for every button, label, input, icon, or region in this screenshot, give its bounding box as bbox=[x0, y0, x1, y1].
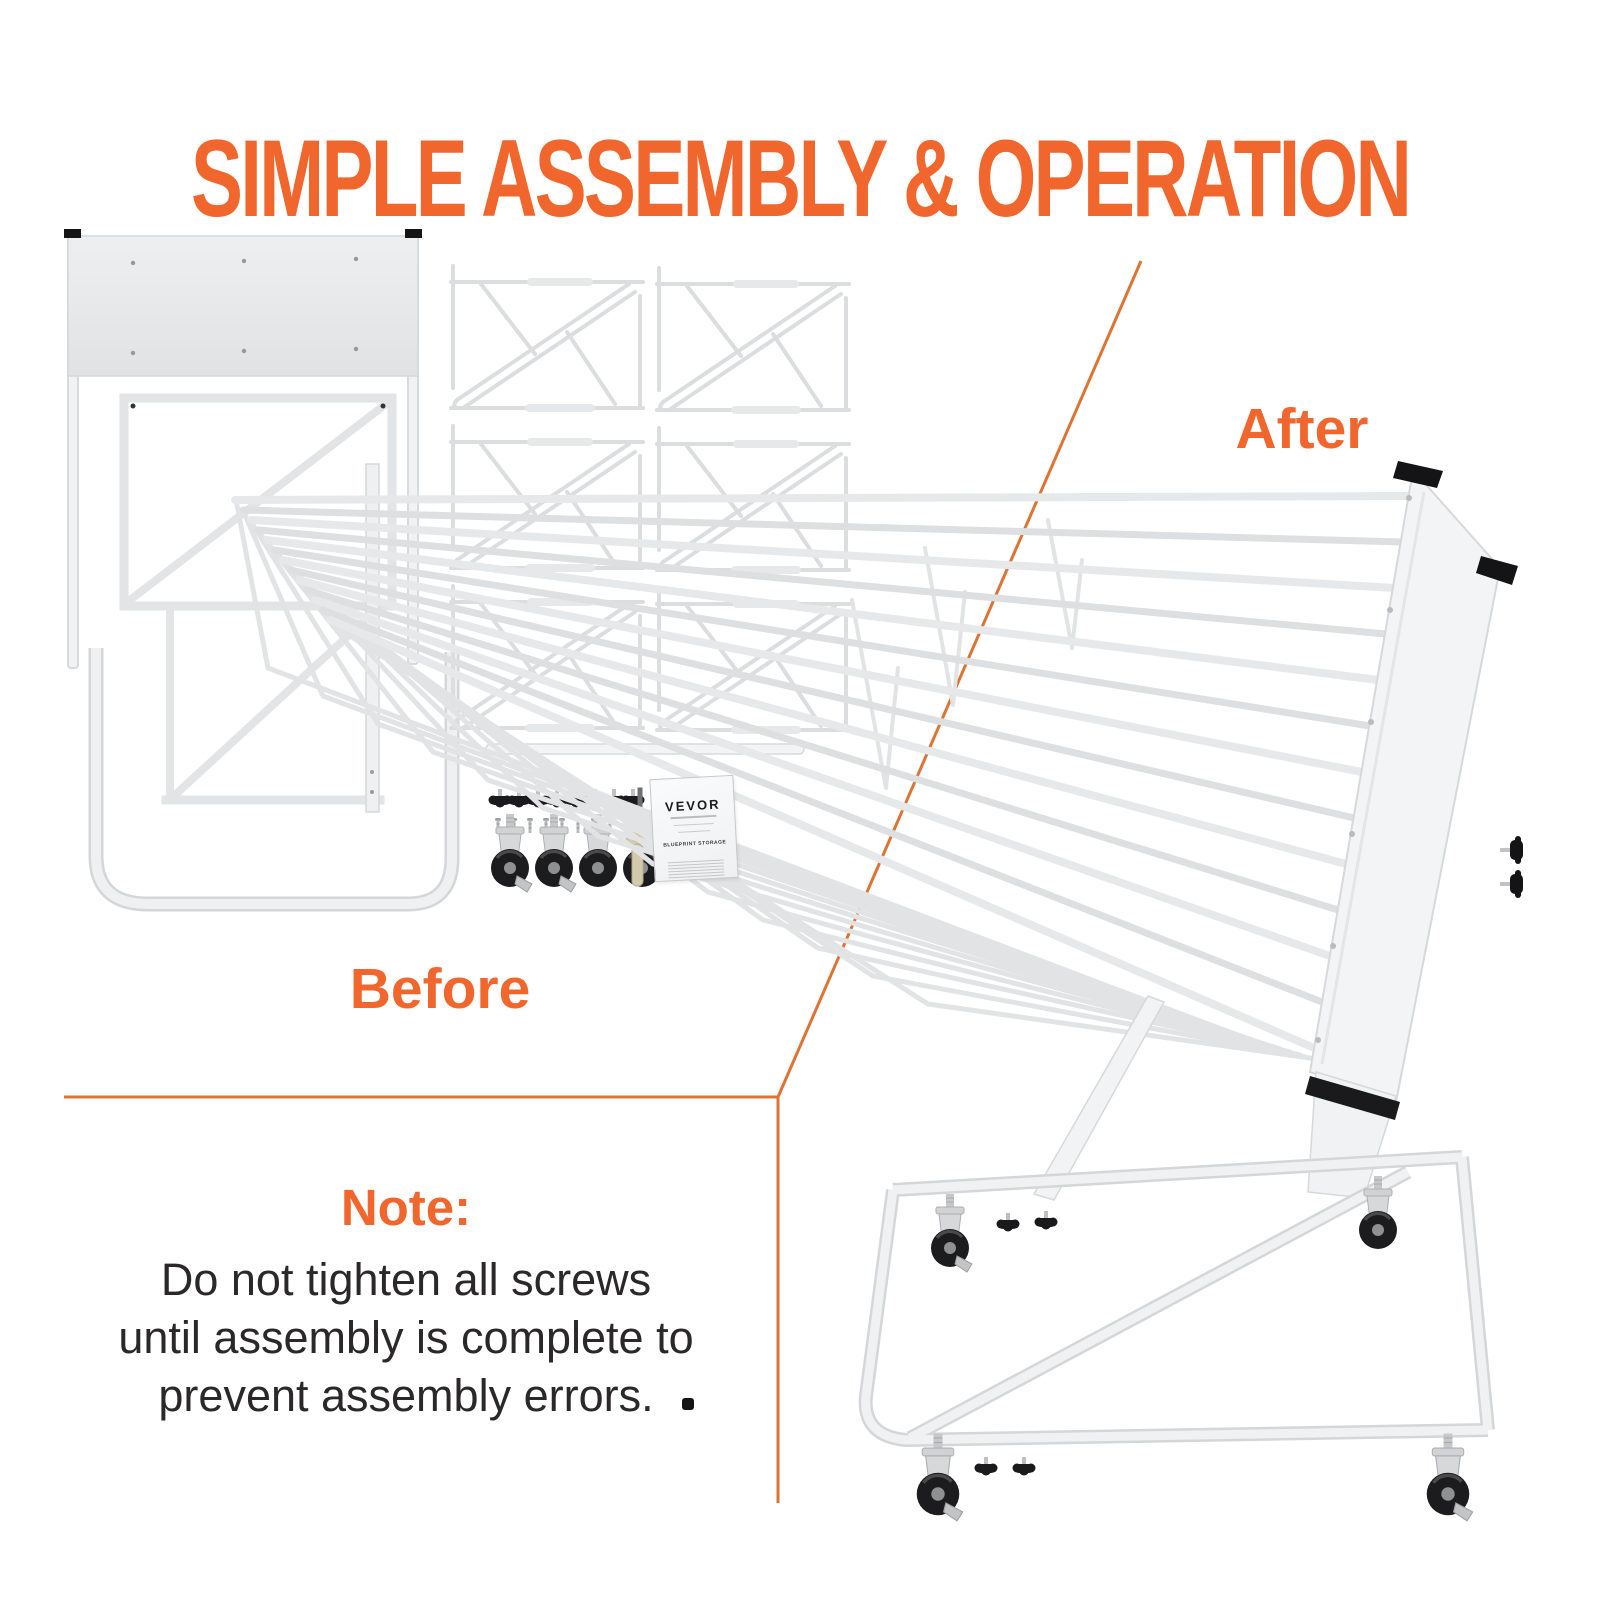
after-label: After bbox=[1235, 397, 1369, 461]
manual-brand-logo: VEVOR bbox=[664, 796, 721, 815]
wire-bracket bbox=[451, 266, 643, 412]
rolling-base bbox=[866, 1157, 1488, 1440]
base-casters bbox=[917, 1176, 1473, 1521]
note-line: Do not tighten all screws bbox=[160, 1254, 652, 1305]
note-block bbox=[70, 1178, 742, 1425]
before-label: Before bbox=[349, 957, 531, 1021]
manual-title: BLUEPRINT STORAGE bbox=[663, 839, 727, 849]
manual-paragraph bbox=[668, 857, 725, 878]
caster-wheel bbox=[1427, 1434, 1473, 1521]
note-line: until assembly is complete to bbox=[118, 1312, 694, 1363]
wire-bracket bbox=[657, 268, 849, 414]
caster-wheel bbox=[931, 1194, 972, 1272]
instruction-manual bbox=[649, 775, 738, 882]
adjust-knob bbox=[1500, 870, 1523, 898]
note-line: prevent assembly errors. bbox=[158, 1370, 654, 1421]
side-panel bbox=[1310, 461, 1518, 1102]
note-heading: Note: bbox=[340, 1179, 472, 1236]
caster-wheel bbox=[535, 814, 576, 892]
page-title: SIMPLE ASSEMBLY & OPERATION bbox=[190, 117, 1410, 240]
adjust-knob bbox=[1500, 836, 1523, 864]
